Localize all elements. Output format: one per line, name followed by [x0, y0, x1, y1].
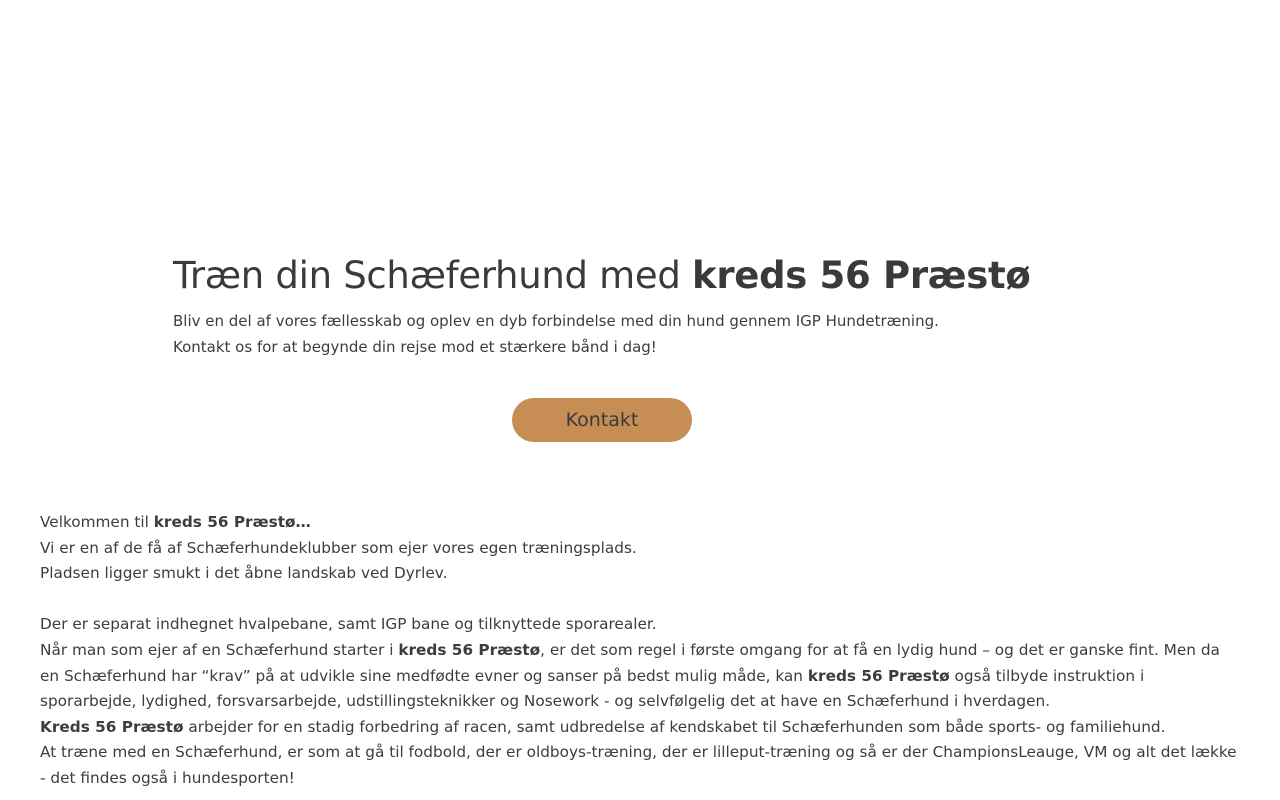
intro-line-3: Pladsen ligger smukt i det åbne landskab ved Dyrlev.: [40, 564, 448, 583]
details-line-1: Der er separat indhegnet hvalpebane, samt IGP bane og tilknyttede sporarealer.: [40, 615, 657, 634]
welcome-club-name: kreds 56 Præstø…: [153, 513, 311, 531]
contact-button[interactable]: Kontakt: [512, 398, 692, 442]
welcome-line: [40, 510, 1240, 536]
hero-title-prefix: Træn din Schæferhund med: [173, 254, 693, 297]
hero-title: [173, 250, 1033, 302]
hero-subtitle: [173, 308, 1033, 360]
hero-subtitle-line-1: Bliv en del af vores fællesskab og oplev en dyb forbindelse med din hund gennem IGP Hundetræning.: [173, 312, 939, 330]
cta-wrapper: [512, 398, 692, 442]
details-p2-club-name-1: kreds 56 Præstø: [398, 640, 541, 659]
details-paragraph-training: [40, 638, 1240, 715]
details-p2-club-name-2: kreds 56 Præstø: [807, 666, 950, 685]
details-paragraph-sport: At træne med en Schæferhund, er som at gå til fodbold, der er oldboys-træning, der er lilleput-træning og så er der ChampionsLeauge, VM og alt det lække - det findes også i hundesporten!: [40, 743, 1237, 787]
hero-subtitle-line-2: Kontakt os for at begynde din rejse mod et stærkere bånd i dag!: [173, 338, 657, 356]
hero-section: [173, 250, 1033, 360]
hero-title-club-name: kreds 56 Præstø: [692, 254, 1031, 297]
welcome-prefix: Velkommen til: [40, 513, 154, 531]
intro-line-2: Vi er en af de få af Schæferhundeklubber som ejer vores egen træningsplads.: [40, 538, 637, 557]
intro-section: [40, 510, 1240, 792]
paragraph-spacer: [40, 587, 1240, 613]
details-p2-part-3: også tilbyde instruktion i sporarbejde, lydighed, forsvarsarbejde, udstillingsteknikker og Nosework - og selvfølgelig det at have en Schæferhund i hverdagen.: [40, 666, 1145, 711]
details-p2-part-1: Når man som ejer af en Schæferhund starter i: [40, 640, 399, 659]
details-p3-club-name: Kreds 56 Præstø: [40, 717, 184, 736]
details-p3-rest: arbejder for en stadig forbedring af racen, samt udbredelse af kendskabet til Schæferhunden som både sports- og familiehund.: [183, 717, 1166, 736]
details-p2-part-2: , er det som regel i første omgang for at få en lydig hund – og det er ganske fint. Men da en Schæferhund har “krav” på at udvikle sine medfødte evner og sanser på bedst mulig måde, kan: [40, 640, 1220, 685]
details-paragraph-breed: [40, 715, 1240, 741]
